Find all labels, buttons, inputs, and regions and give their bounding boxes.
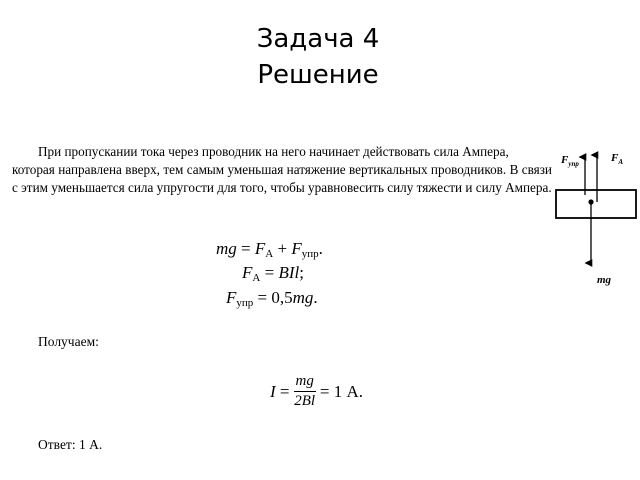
equation-ampere-force: $F_A$ = BIl; (242, 263, 304, 284)
center-of-mass (588, 199, 593, 204)
equation-elastic-force: $F_{упр} = 0,5mg$. (226, 288, 318, 309)
eq2-lhs: F (242, 263, 253, 282)
result-label: Получаем: (38, 334, 99, 349)
eq1-lhs: mg (216, 239, 237, 258)
gravity-label: mg (597, 274, 612, 286)
eq3-end: . (313, 288, 318, 307)
fraction-denominator: 2Bl (294, 393, 316, 409)
eq1-sub-b: упр (301, 248, 319, 260)
eq2-end: ; (299, 263, 304, 282)
eq3-lhs: F (226, 288, 237, 307)
eq1-term-a: F (254, 239, 266, 258)
ampere-force-label: $F_A$ (611, 152, 624, 166)
current-symbol: I (270, 381, 276, 401)
eq1-term-b: F (291, 239, 302, 258)
paragraph-line-1: При пропускании тока через проводник на него начинает действовать сила Ампера, (38, 144, 509, 159)
eq1-plus: + (277, 239, 288, 258)
eq1-sub-a: A (265, 248, 274, 260)
eq3-coef: 0,5 (271, 288, 293, 307)
current-formula: I = $\frac{mg}{2Bl}$ = 1 А. (270, 373, 363, 409)
fraction-numerator: mg (294, 373, 316, 392)
eq3-sub: упр (236, 297, 254, 309)
eq2-rhs: BIl (278, 263, 300, 282)
fraction (294, 373, 316, 410)
elastic-force-label: $F_{упр}$ (561, 154, 579, 168)
eq2-sub: A (252, 272, 261, 284)
conductor-box (556, 190, 636, 218)
eq1-end: . (318, 239, 323, 258)
equation-force-balance: mg = $F_A + F_{упр}$. (216, 239, 323, 260)
force-diagram (555, 145, 637, 295)
slide-title: Задача 4 (256, 24, 380, 54)
answer-text: Ответ: 1 А. (38, 437, 103, 452)
paragraph-rest: которая направлена вверх, тем самым уменьшая натяжение вертикальных проводников. В связи с этим уменьшается сила упругости для того, чтобы уравновесить силу тяжести и силу Ампера. (12, 162, 552, 195)
current-value: 1 А. (333, 381, 363, 401)
slide-subtitle: Решение (257, 60, 379, 90)
eq3-var: mg (292, 288, 314, 307)
solution-paragraph (12, 143, 552, 197)
